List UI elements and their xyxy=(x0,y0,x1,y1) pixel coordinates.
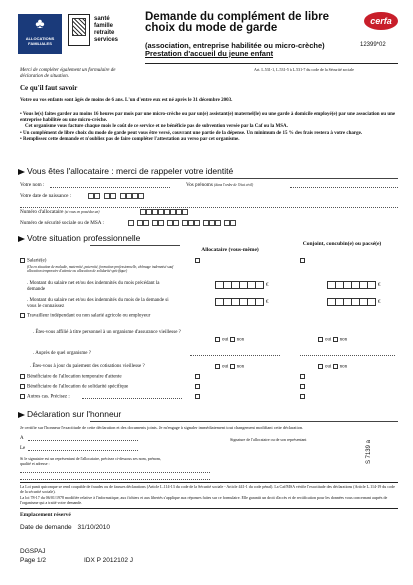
legal-reference: Art. L.531-1, L.531-5 à L.531-7 du code de la Sécurité sociale xyxy=(254,67,354,72)
assure-col1-choice[interactable]: oui non xyxy=(215,337,244,343)
autres-checkbox[interactable] xyxy=(20,394,25,399)
assure-col2-choice[interactable]: oui non xyxy=(318,337,347,343)
footer-law-2: La loi 78-17 du 06/01/1978 modifiée relative à l'informatique, aux fichiers et aux libertés s'applique aux réponses faites sur ce formulaire. Elle garantit un droit d'accès et de rectification pour les données vous concernant auprès de l'organisme qui a traité votre demande. xyxy=(20,495,388,505)
intro-bullets: • Vous le(s) faites garder au moins 16 heures par mois par une micro-crèche ou par un(e) assistant(e) maternel(le) ou une garde à domicile employé(e) par une association ou une entreprise habilitée ou une micro-crèche. Cet organisme vous facture chaque mois le coût de ce service et ne bénéficie pas de subvention versée par la Caf ou la MSA. • Un complément de libre choix du mode de garde peut vous être versé, couvrant une partie de la dépense. Un minimum de 15 % des frais restera à votre charge. • Remplissez cette demande et n'oubliez pas de faire compléter l'attestation au verso par cet organisme. xyxy=(20,112,396,142)
secu-label: Numéro de sécurité sociale ou de MSA : xyxy=(20,220,104,226)
ass-col2-checkbox[interactable] xyxy=(300,384,307,390)
merci-note: Merci de compléter également un formulaire de déclaration de situation. xyxy=(20,68,116,79)
ass-col1-checkbox[interactable] xyxy=(195,384,202,390)
header-divider xyxy=(145,63,398,64)
secu-field[interactable] xyxy=(128,220,236,226)
cotisations-col2-choice[interactable]: oui non xyxy=(318,364,347,370)
ata-col1-checkbox[interactable] xyxy=(195,374,202,380)
row-montant1: . Montant du salaire net et/ou des indemnités du mois précédant la demande xyxy=(27,281,160,292)
date-demande: Date de demande 31/10/2010 xyxy=(20,524,111,531)
extra-line xyxy=(20,203,398,208)
prenoms-label: Vos prénoms (dans l'ordre de l'état civil) xyxy=(186,182,254,188)
form-title: Demande du complément de libre choix du mode de garde xyxy=(145,11,330,34)
row-organisme: . Auprès de quel organisme ? xyxy=(33,351,91,356)
a-label: A xyxy=(20,436,24,441)
footer-divider xyxy=(20,508,398,509)
representant-field-2[interactable] xyxy=(20,475,210,480)
signature-area[interactable] xyxy=(230,445,360,475)
row-ass: Bénéficiaire de l'allocation de solidarité spécifique xyxy=(20,384,128,391)
arrow-right-icon xyxy=(18,236,25,242)
signature-label: Signature de l'allocataire ou de son représentant xyxy=(230,437,307,442)
row-salarie: Salarié(e) (Ou en situation de maladie, maternité, paternité, formation professionnelle, chômage indemnisé sauf allocation temporaire d'attente ou allocation de solidarité spécifique) xyxy=(20,258,175,273)
row-cotisations: . Êtes-vous à jour du paiement des cotisations vieillesse ? xyxy=(30,364,145,369)
footer-divider xyxy=(20,482,398,483)
montant1-col2[interactable] xyxy=(327,281,376,289)
euro-sign: € xyxy=(266,283,269,288)
msa-logo xyxy=(68,14,90,46)
euro-sign: € xyxy=(378,300,381,305)
caf-logo xyxy=(18,14,62,54)
section-rule xyxy=(90,178,398,179)
footer-law-1: La Loi punit quiconque se rend coupable de fraudes ou de fausses déclarations (Article L.114-13 du code de la Sécurité sociale - Article 441-1 du code pénal). La Caf/MSA vérifie l'exactitude des déclarations (Article L.114-19 du code de la sécurité sociale). xyxy=(20,484,395,494)
le-field[interactable] xyxy=(28,446,138,451)
organisme-col1-field[interactable] xyxy=(190,351,280,356)
montant2-col2[interactable] xyxy=(327,298,376,306)
montant2-col1[interactable] xyxy=(215,298,264,306)
page-number: Page 1/2 xyxy=(20,557,47,564)
intro-text: Votre ou vos enfants sont âgés de moins de 6 ans. L'un d'entre eux est né après le 31 décembre 2003. xyxy=(20,98,233,103)
naissance-field[interactable] xyxy=(88,193,144,199)
family-icon: ♣ xyxy=(35,17,45,32)
ata-col2-checkbox[interactable] xyxy=(300,374,307,380)
form-subtitle: (association, entreprise habilitée ou micro-crèche) Prestation d'accueil du jeune enfant xyxy=(145,41,325,58)
row-assure: . Êtes-vous affilié à titre personnel à un organisme d'assurance vieillesse ? xyxy=(33,330,181,335)
naissance-label: Votre date de naissance : xyxy=(20,193,72,199)
section-rule xyxy=(90,421,398,422)
caf-logo-text: ALLOCATIONS FAMILIALES xyxy=(25,36,55,46)
cerfa-logo: cerfa xyxy=(364,12,398,30)
autres-field[interactable] xyxy=(82,394,182,399)
numero-field[interactable] xyxy=(140,209,188,215)
declaration-text: Je certifie sur l'honneur l'exactitude de cette déclaration et des documents joints. Je m'engage à signaler immédiatement tout changement modifiant cette déclaration. xyxy=(20,425,304,430)
salarie-checkbox[interactable] xyxy=(20,258,25,263)
section-situation: Votre situation professionnelle xyxy=(18,234,140,244)
emplacement-reserve: Emplacement réservé xyxy=(20,512,71,518)
intro-heading: Ce qu'il faut savoir xyxy=(20,84,78,92)
section-allocataire: Vous êtes l'allocataire : merci de rappeler votre identité xyxy=(18,167,233,177)
row-montant2: . Montant du salaire net et/ou des indemnités du mois de la demande si vous le connaissez xyxy=(27,298,169,309)
cotisations-col1-choice[interactable]: oui non xyxy=(215,364,244,370)
col-conjoint: Conjoint, concubin(e) ou pacsé(e) xyxy=(302,241,382,247)
nom-label: Votre nom : xyxy=(20,182,45,188)
le-label: Le xyxy=(20,446,26,451)
representant-field-1[interactable] xyxy=(20,468,210,473)
salarie-col2-checkbox[interactable] xyxy=(300,258,307,264)
msa-words: santé famille retraite services xyxy=(94,16,119,43)
row-ata: Bénéficiaire de l'allocation temporaire d'attente xyxy=(20,374,122,381)
nom-field[interactable] xyxy=(50,183,170,188)
col-allocataire: Allocataire (vous-même) xyxy=(201,247,259,253)
a-field[interactable] xyxy=(28,436,138,441)
section-rule xyxy=(90,245,180,246)
arrow-right-icon xyxy=(18,169,25,175)
euro-sign: € xyxy=(266,300,269,305)
euro-sign: € xyxy=(378,283,381,288)
numero-label: Numéro d'allocataire (si vous en possédez un) xyxy=(20,209,100,215)
autres-col2-checkbox[interactable] xyxy=(300,394,307,400)
salarie-col1-checkbox[interactable] xyxy=(195,258,202,264)
montant1-col1[interactable] xyxy=(215,281,264,289)
row-autres: Autres cas. Précisez : xyxy=(20,394,70,401)
idx-code: IDX P 2012102 J xyxy=(84,557,134,564)
arrow-right-icon xyxy=(18,412,25,418)
cerfa-number: 12399*02 xyxy=(360,42,386,48)
organisme-col2-field[interactable] xyxy=(300,351,395,356)
prenoms-field[interactable] xyxy=(290,183,398,188)
independant-checkbox[interactable] xyxy=(20,313,25,318)
form-code-vertical: S 7139 a xyxy=(366,440,372,465)
ass-checkbox[interactable] xyxy=(20,384,25,389)
section-declaration: Déclaration sur l'honneur xyxy=(18,410,121,420)
autres-col1-checkbox[interactable] xyxy=(195,394,202,400)
row-independant: Travailleur indépendant ou non salarié agricole ou employeur xyxy=(20,313,180,320)
representant-label: Si le signataire est un représentant de l'allocataire, précisez ci-dessous ses nom, prénom, qualité et adresse : xyxy=(20,456,162,466)
dgspaj-code: DGSPAJ xyxy=(20,548,46,555)
ata-checkbox[interactable] xyxy=(20,374,25,379)
